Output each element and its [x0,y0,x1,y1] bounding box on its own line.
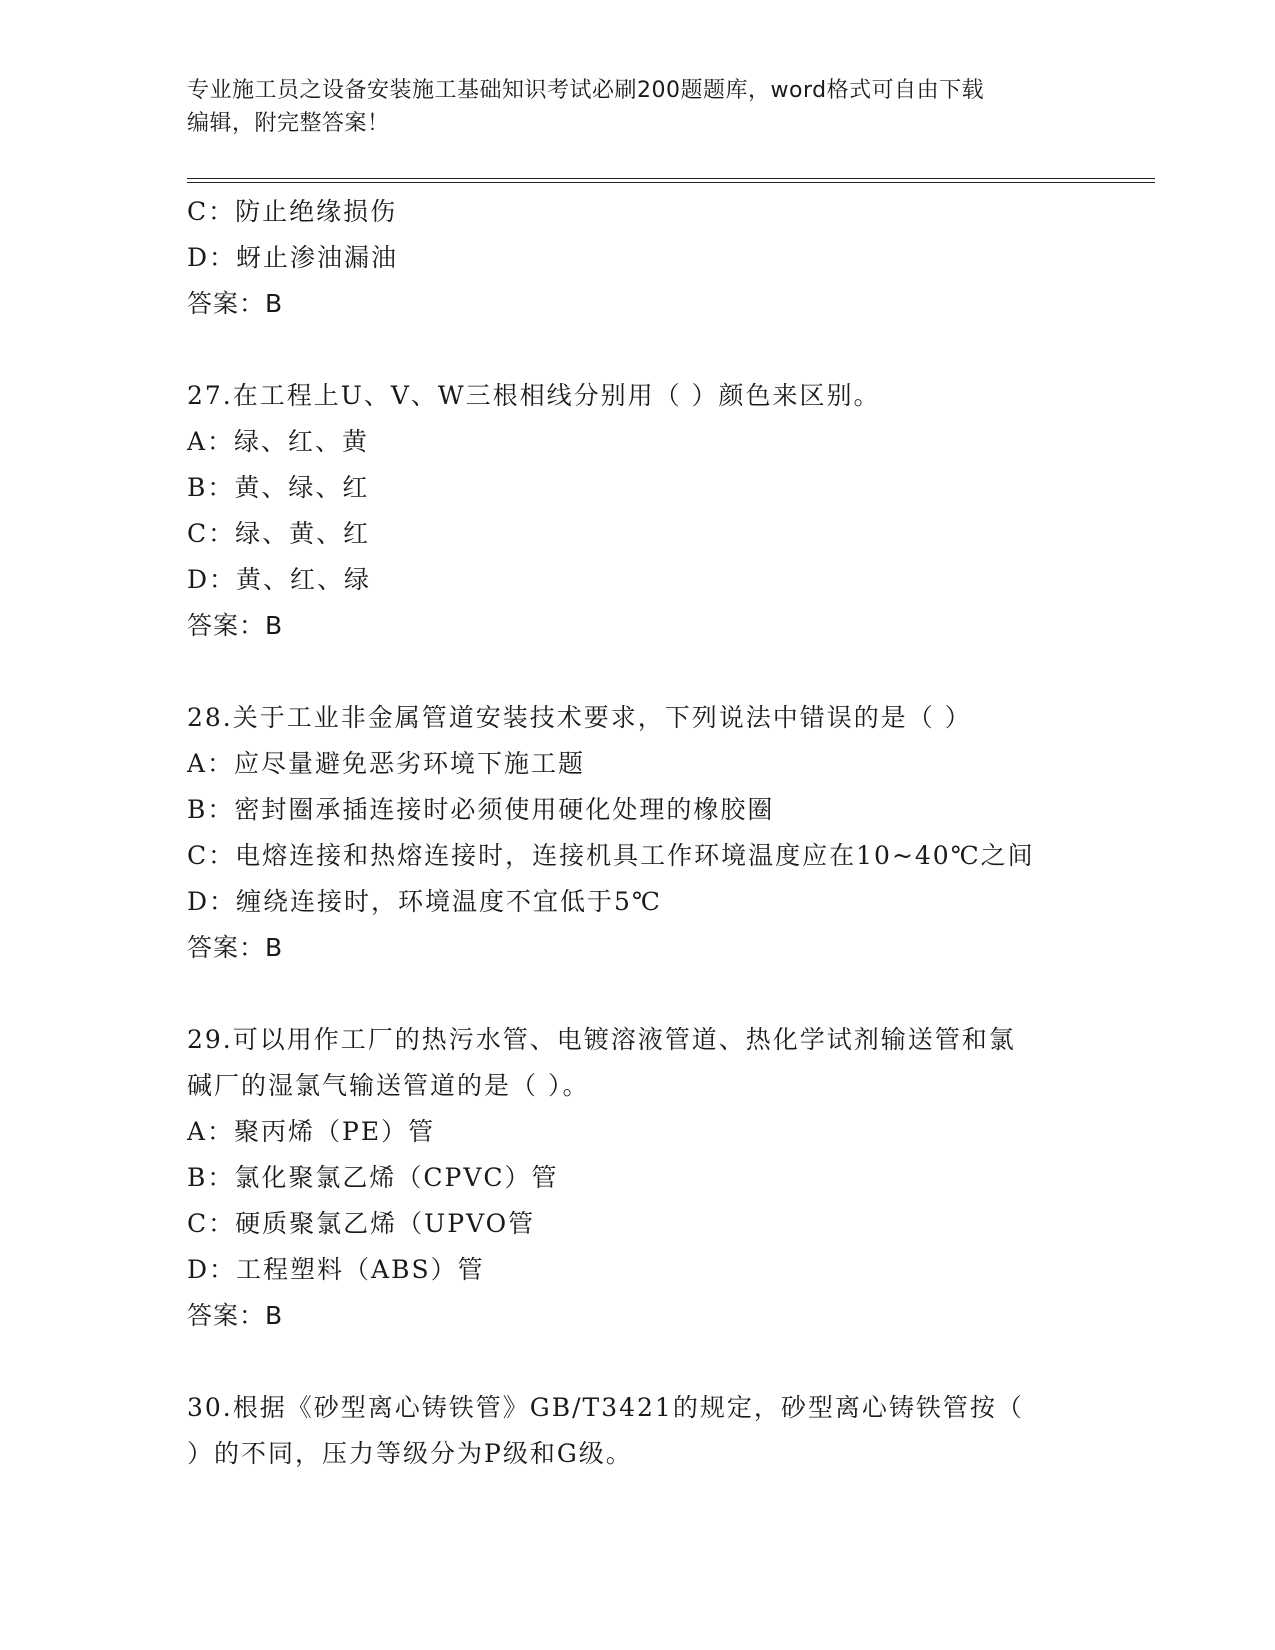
header-title-line-1: 专业施工员之设备安装施工基础知识考试必刷200题题库，word格式可自由下载 [187,78,985,103]
question-list [187,189,1087,1477]
option-b: B：密封圈承插连接时必须使用硬化处理的橡胶圈 [187,795,775,824]
answer: 答案：B [187,1301,284,1330]
prev-option-d: D：蚜止渗油漏油 [187,243,399,272]
option-a: A：聚丙烯（PE）管 [187,1117,436,1146]
header-divider-top [187,178,1155,179]
question-stem: 28.关于工业非金属管道安装技术要求，下列说法中错误的是（ ） [187,703,972,732]
answer: 答案：B [187,611,284,640]
question-29 [187,1017,1087,1339]
prev-answer: 答案：B [187,289,284,318]
question-28 [187,695,1087,971]
option-d: D：工程塑料（ABS）管 [187,1255,485,1284]
header-divider-bottom [187,182,1155,183]
option-a: A：应尽量避免恶劣环境下施工题 [187,749,586,778]
option-c: C：绿、黄、红 [187,519,371,548]
question-stem-line-1: 30.根据《砂型离心铸铁管》GB/T3421的规定，砂型离心铸铁管按（ [187,1393,1024,1422]
answer: 答案：B [187,933,284,962]
option-c: C：硬质聚氯乙烯（UPVO管 [187,1209,536,1238]
option-c: C：电熔连接和热熔连接时，连接机具工作环境温度应在10~40℃之间 [187,841,1035,870]
option-b: B：氯化聚氯乙烯（CPVC）管 [187,1163,559,1192]
option-a: A：绿、红、黄 [187,427,370,456]
question-stem-line-2: 碱厂的湿氯气输送管道的是（ ）。 [187,1071,590,1100]
header-title-line-2: 编辑，附完整答案！ [187,111,390,136]
prev-option-c: C：防止绝缘损伤 [187,197,398,226]
question-stem-line-1: 29.可以用作工厂的热污水管、电镀溶液管道、热化学试剂输送管和氯 [187,1025,1016,1054]
question-stem-line-2: ）的不同，压力等级分为P级和G级。 [187,1439,633,1468]
question-30 [187,1385,1087,1477]
question-stem: 27.在工程上U、V、W三根相线分别用（ ）颜色来区别。 [187,381,881,410]
document-header [187,74,1087,140]
option-d: D：黄、红、绿 [187,565,372,594]
option-b: B：黄、绿、红 [187,473,370,502]
question-27 [187,373,1087,649]
option-d: D：缠绕连接时，环境温度不宜低于5℃ [187,887,662,916]
